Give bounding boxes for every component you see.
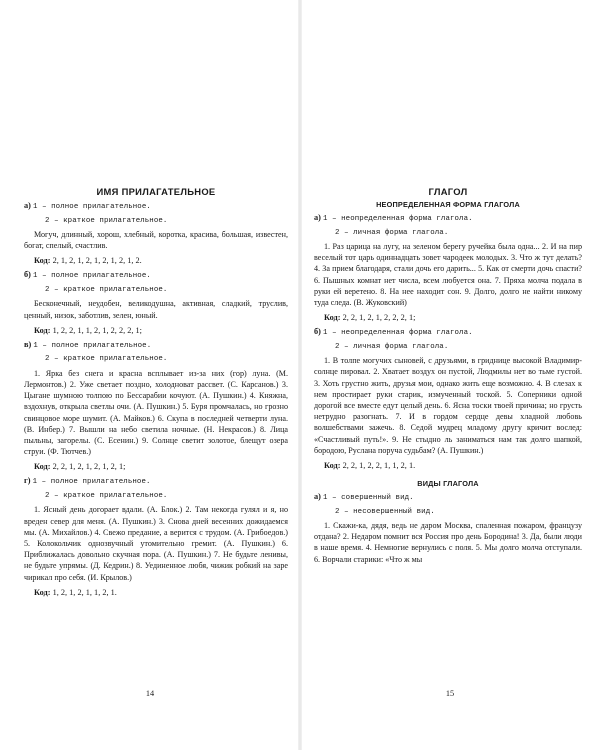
task-letter: б)	[24, 270, 31, 280]
option-text: 2 – несовершенный вид.	[335, 507, 435, 516]
task-a-option-2	[314, 226, 582, 240]
task-v-text: 1. Ярка без снега и красна всплывает из-за них (гор) луна. (М. Лермонтов.) 2. Уже светает поздно, холодноват рассвет. (С. Карсанов.) 3. Цыгане шумною толпою по Бессарабии кочуют. (А. Пушкин.) 4. Княжна, вздохнув, открыла светлы очи. (А. Пушкин.) 5. Буря промчалась, но грозно свинцовое море шумит. (А. Майков.) 6. Скупа в последней четверти луна. (В. Инбер.) 7. Вышли на небо светила ночные. (Н. Некрасов.) 8. Лица пыльны, загорелы. (С. Есенин.) 9. Солнце светит золотое, блещут озера струи. (Ф. Тютчев.)	[24, 368, 288, 457]
option-text: 1 – полное прилагательное.	[33, 272, 151, 281]
code-value: 1, 2, 2, 1, 1, 2, 1, 2, 2, 2, 1;	[52, 325, 142, 335]
task-v-option-2	[24, 352, 288, 366]
code-label: Код:	[324, 313, 341, 323]
option-text: 2 – краткое прилагательное.	[45, 491, 168, 500]
task-b-option-2	[24, 283, 288, 297]
section-title-infinitive: НЕОПРЕДЕЛЕННАЯ ФОРМА ГЛАГОЛА	[376, 200, 520, 209]
option-text: 2 – краткое прилагательное.	[45, 285, 168, 294]
task-letter: г)	[24, 476, 31, 486]
task-g-text: 1. Ясный день догорает вдали. (А. Блок.) 2. Там некогда гулял и я, но вреден север для меня. (А. Пушкин.) 3. Снова дней весенних дожидаемся мы. (А. Михайлов.) 4. Свежо предание, а верится с трудом. (А. Грибоедов.) 5. Колокольчик однозвучный утомительно гремит. (А. Пушкин.) 6. Приближалась довольно скучная пора. (А. Пушкин.) 7. Не будьте ленивы, не будьте упрямы. (Д. Кедрин.) 8. Уединенное любя, чижик робкий на заре чирикал про себя. (И. Крылов.)	[24, 505, 288, 582]
option-text: 2 – личная форма глагола.	[335, 228, 449, 237]
code-label: Код:	[34, 587, 51, 597]
option-text: 1 – неопределенная форма глагола.	[323, 215, 473, 223]
task-a-text: 1. Раз царица на лугу, на зеленом берегу ручейка была одна... 2. И на пир веселый тот царь одиннадцать зовет чародеек молодых. 3. Что ж тут делать? 4. За прием благодаря, стали дочь его дарить... 5. Как от смерти дочь спасти? 6. Пышных комнат нет числа, всем любуется она. 7. Пряха молча подала в руки ей веретено. 8. На нее находит сон. 9. Долго, долго не найти никому туда следа. (В. Жуковский)	[314, 242, 582, 308]
task-g-code	[24, 587, 288, 598]
code-value: 2, 1, 2, 1, 2, 1, 2, 1, 2, 1, 2.	[52, 256, 142, 266]
task-a2-text: 1. Скажи-ка, дядя, ведь не даром Москва, спаленная пожаром, французу отдана? 2. Недаром помнит вся Россия про день Бородина! 3. Да, были люди в наше время. 4. Немногие вернулись с поля. 5. Мы долго молча отступали. 6. Ворчали старики: «Что ж мы	[314, 521, 582, 564]
code-value: 2, 2, 1, 2, 1, 2, 2, 2, 1;	[342, 313, 416, 323]
task-letter: а)	[314, 213, 321, 222]
page-number: 14	[145, 689, 155, 698]
code-label: Код:	[34, 256, 51, 266]
right-page-title: ГЛАГОЛ	[428, 186, 468, 197]
task-a-option-1	[24, 200, 288, 214]
task-letter: в)	[24, 339, 32, 349]
code-label: Код:	[324, 461, 341, 471]
code-label: Код:	[34, 325, 51, 335]
option-text: 1 – неопределенная форма глагола.	[323, 329, 473, 338]
code-label: Код:	[34, 462, 51, 472]
task-b-code	[314, 460, 582, 471]
option-text: 1 – полное прилагательное.	[32, 478, 151, 487]
task-v-option-1	[24, 339, 288, 353]
task-b-option-1	[314, 326, 582, 340]
right-page	[300, 0, 600, 750]
section-title-aspect: ВИДЫ ГЛАГОЛА	[417, 479, 479, 489]
task-a-option-1	[314, 212, 582, 226]
task-a-option-2	[24, 214, 288, 228]
left-page-title: ИМЯ ПРИЛАГАТЕЛЬНОЕ	[96, 186, 216, 197]
option-text: 1 – совершенный вид.	[323, 494, 414, 503]
option-text: 2 – личная форма глагола.	[335, 342, 449, 351]
task-g-option-2	[24, 489, 288, 503]
task-letter: а)	[314, 492, 321, 502]
task-a-code	[314, 312, 582, 323]
task-a-text: Могуч, длинный, хорош, хлебный, коротка, красива, большая, известен, богат, спелый, счастлив.	[24, 230, 288, 251]
task-a2-option-1	[314, 491, 582, 505]
option-text: 1 – полное прилагательное.	[33, 341, 152, 350]
task-b-code	[24, 325, 288, 336]
task-letter: б)	[314, 327, 321, 337]
page-number: 15	[445, 689, 455, 698]
task-b-option-2	[314, 340, 582, 354]
option-text: 2 – краткое прилагательное.	[45, 355, 168, 364]
task-a2-option-2	[314, 505, 582, 519]
task-b-option-1	[24, 269, 288, 283]
task-g-option-1	[24, 475, 288, 489]
option-text: 2 – краткое прилагательное.	[45, 216, 168, 225]
task-b-text: Бесконечный, неудобен, великодушна, активная, сладкий, труслив, ценный, низок, заботлив, зелен, юный.	[24, 299, 288, 320]
code-value: 2, 2, 1, 2, 1, 2, 1, 2, 1;	[52, 462, 126, 472]
code-value: 2, 2, 1, 2, 2, 1, 1, 2, 1.	[342, 461, 416, 471]
task-letter: а)	[24, 201, 31, 210]
option-text: 1 – полное прилагательное.	[33, 203, 151, 211]
code-value: 1, 2, 1, 2, 1, 1, 2, 1.	[52, 587, 117, 597]
task-b-text: 1. В толпе могучих сыновей, с друзьями, в гриднице высокой Владимир-солнце пировал. 2. Хватает воздух он пустой, Людмилы нет во тьме густой. 3. Хоть грустно жить, друзья мои, однако жить еще возможно. 4. В слезах к нем простирает руки старик, измученный тоской. 5. Соперники одной дорогой все вместе едут целый день. 6. Ясна тоски твоей причина; но грусть нетрудно разогнать. 7. И в гордом сердце девы хладной любовь волшебствами зажечь. 8. Седой мудрец младому другу кричит вослед: «Счастливый путь!». 9. Не стыдно ль заниматься нам так долго шапкой, бородою, Руслана поруча судьбам? (А. Пушкин.)	[314, 356, 582, 455]
task-a-code	[24, 255, 288, 266]
task-v-code	[24, 461, 288, 472]
